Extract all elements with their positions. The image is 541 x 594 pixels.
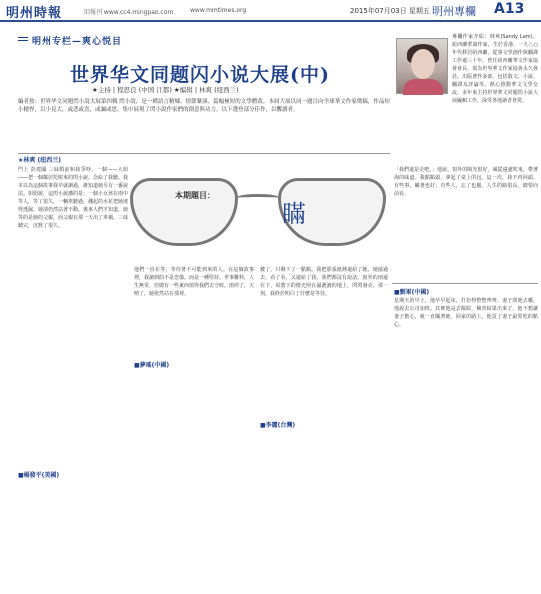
side-column-bottom: 星期天的早上，他早早起床，打扮得整整齊齊。妻子問他去哪，他說去公司加班。其實他是去醫院，檢查結果出來了，他不想讓妻子擔心，就一直瞞著她。回家的路上，他買了妻子最愛吃的點心。: [394, 298, 538, 328]
issue-topic-label: 本期題目：: [175, 191, 215, 200]
side-divider: [392, 283, 538, 284]
website-link-2[interactable]: www.mmtimes.org: [190, 7, 247, 14]
section-name: 明州專欄: [432, 5, 476, 18]
issue-date: 2015年07月03日 星期五: [350, 7, 430, 15]
photo-shirt: [403, 79, 443, 95]
column-title: 明州专栏—爽心悦目: [32, 37, 123, 47]
subhead-3: ■李麗(台灣): [260, 422, 296, 429]
subhead-2: ■夢瑤(中國): [134, 362, 170, 369]
author-photo: [396, 38, 448, 94]
glasses-bridge-icon: [236, 194, 280, 202]
divider: [18, 153, 390, 154]
left-lens-icon: [130, 178, 238, 246]
side-column-top: 「我們還是走吧。」他說。窗外的陽光很好，風從遠處吹來，帶著海的味道。我點點頭，拿起了桌上的包。這一次，我不再回頭。有些事，瞞著也好；有些人，忘了也罷。人生的路很長，總要向前看。: [394, 167, 538, 197]
masthead: [0, 0, 541, 22]
article-lede: 編者按：世界华文同題閃小說大展第四輯 閃小說，是一種語言精煉、情節緊湊、篇幅極短的文學體裁。本屆大展以同一題目向全球華文作家徵稿，作品短小精悍，以小見大，或悲或喜，或諷或思，集中展現了閃小說作家們的創意與功力。以下選登部分佳作，以饗讀者。: [18, 99, 390, 113]
article-headline: 世界华文同题闪小说大展(中): [70, 64, 330, 86]
sunglasses-graphic-icon: [130, 172, 390, 262]
column-ornament-icon: [18, 37, 28, 41]
body-column-2: 他們一直在等，等待著不可能到來的人。在這個故事裡，我讀到的不是悲傷，而是一種堅持。世事難料，人生無常，但總有一些東西值得我們去守候。雨停了，天晴了，她依然站在那裡。: [134, 267, 254, 297]
article-credit: ★主持 | 程思良 (中国 江都) ★编辑 | 林爽 (纽西兰): [92, 86, 239, 94]
body-column-1: 門上 彭建國 三妹婚前和我爭吵，一個——大姐——把一個鄰居托附來的閃小說，念給了我聽。我本以為這個故事我早就讀過，誰知道她另有一番說法。姐姐說，這閃小說講的是：一個小女孩在雨中等人，等了很久。一輛車駛過，濺起的水花把她澆得透濕，她卻仍然站著不動。後來人們才知道，她等的是她的父親，而父親在那一天出了車禍。三妹聽完，沉默了很久。: [18, 167, 128, 229]
subhead-1: ■楊發平(美國): [18, 472, 60, 479]
newspaper-brand: 明州時報: [6, 6, 63, 21]
author-bio: 專欄作家介紹：林爽(Sandy Lam)，紐西蘭華裔作家，生於香港，一九八○年代移居紐西蘭，從事文學創作與翻譯工作逾三十年。曾任紐西蘭華文作家協會會長，現為世界華文作家協會永久會員。出版著作多部，包括散文、小說、翻譯及評論等。熱心推動華文文學交流，多年來主持世界華文同題閃小說大展編輯工作，深受各地讀者喜愛。: [452, 34, 538, 104]
issue-topic-word: 瞞: [282, 200, 306, 228]
page-number: A13: [494, 1, 525, 17]
body-column-3: 錢了，只剩下了一點點。我把那張紙條還給了她，她接過去，看了看，又還給了我。我們都沒有說話。窗外的雨還在下，屋簷下的燈光照在濕漉漉的地上，閃閃發亮。那一刻，我終於明白了什麼是等待。: [260, 267, 388, 297]
photo-face: [411, 49, 435, 79]
article-byline: ★林爽 (纽西兰): [18, 157, 61, 164]
website-link-1[interactable]: 旧報刊 www.cc4.mingpao.com: [84, 9, 174, 16]
side-subhead: ■劉軍(中國): [394, 289, 430, 296]
